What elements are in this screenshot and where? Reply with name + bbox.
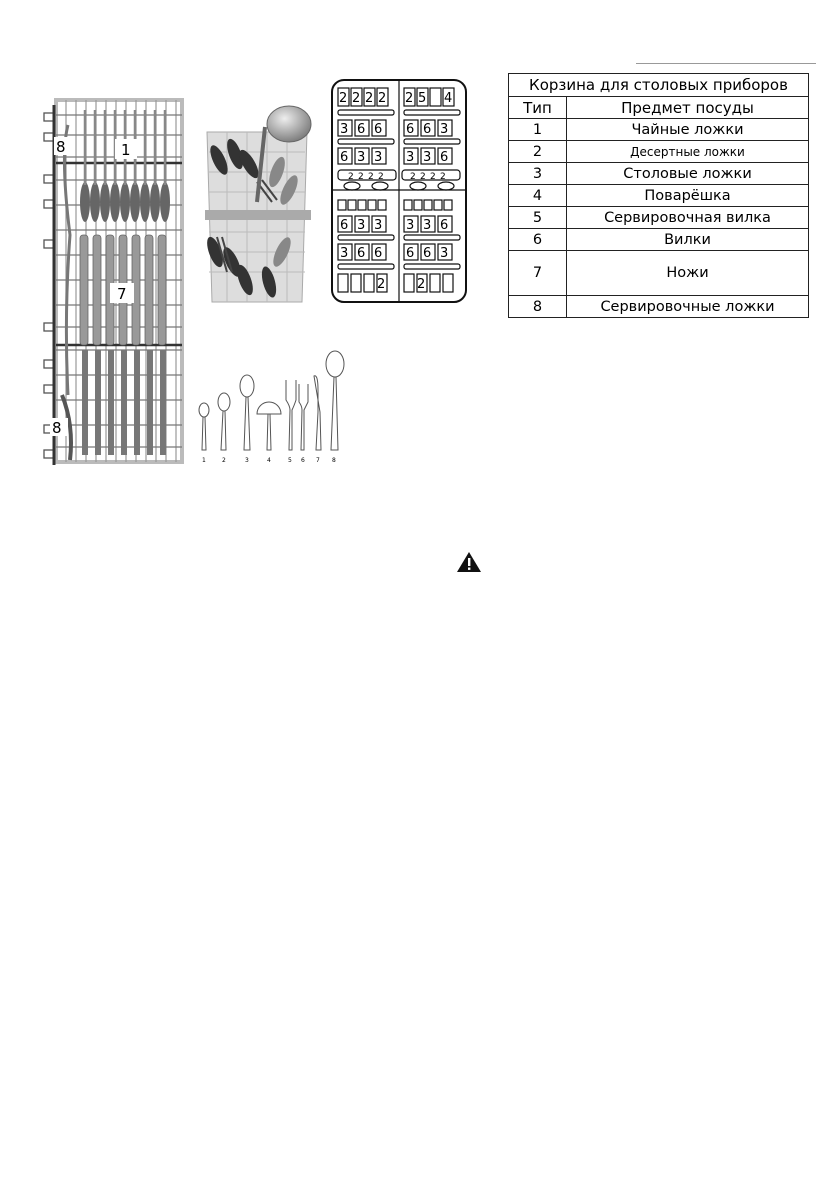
layout-cell: 6	[423, 246, 432, 261]
layout-cell: 2	[378, 172, 384, 182]
layout-cell: 6	[374, 246, 383, 261]
row-type: 7	[509, 251, 567, 296]
layout-cell: 3	[440, 122, 449, 137]
layout-cell: 3	[357, 150, 366, 165]
layout-cell: 5	[418, 91, 427, 106]
row-type: 8	[509, 296, 567, 318]
table-caption: Корзина для столовых приборов	[509, 74, 809, 97]
layout-cell: 2	[440, 172, 446, 182]
row-type: 6	[509, 229, 567, 251]
layout-cell: 6	[357, 122, 366, 137]
row-item: Столовые ложки	[567, 163, 809, 185]
layout-cell: 6	[357, 246, 366, 261]
cutlery-rack-illustration	[40, 95, 190, 467]
row-type: 1	[509, 119, 567, 141]
table-row	[509, 185, 809, 207]
layout-cell: 6	[374, 122, 383, 137]
row-type: 5	[509, 207, 567, 229]
layout-cell: 2	[410, 172, 416, 182]
layout-cell: 3	[423, 218, 432, 233]
rack-label-7: 7	[117, 285, 127, 303]
cutlery-label: 6	[301, 457, 305, 464]
layout-cell: 6	[340, 218, 349, 233]
column-header-item: Предмет посуды	[567, 97, 809, 119]
layout-cell: 6	[406, 246, 415, 261]
layout-cell: 4	[444, 91, 453, 106]
layout-cell: 6	[340, 150, 349, 165]
layout-cell: 3	[440, 246, 449, 261]
row-item: Чайные ложки	[567, 119, 809, 141]
row-type: 4	[509, 185, 567, 207]
table-row	[509, 207, 809, 229]
row-item: Сервировочная вилка	[567, 207, 809, 229]
row-item: Сервировочные ложки	[567, 296, 809, 318]
table-row	[509, 163, 809, 185]
cutlery-label: 7	[316, 457, 320, 464]
row-item: Ножи	[567, 251, 809, 296]
column-header-type: Тип	[509, 97, 567, 119]
table-row	[509, 141, 809, 163]
cutlery-label: 4	[267, 457, 271, 464]
layout-cell: 6	[440, 150, 449, 165]
table-row	[509, 296, 809, 318]
layout-cell: 2	[358, 172, 364, 182]
layout-cell: 2	[417, 277, 426, 292]
cutlery-types-illustration	[195, 350, 345, 466]
layout-cell: 2	[339, 91, 348, 106]
layout-cell: 6	[406, 122, 415, 137]
table-row	[509, 251, 809, 296]
table-row	[509, 229, 809, 251]
rack-label-1: 1	[121, 141, 131, 159]
layout-cell: 3	[374, 218, 383, 233]
rack-label-8-bottom: 8	[52, 419, 62, 437]
cutlery-label: 5	[288, 457, 292, 464]
cutlery-label: 1	[202, 457, 206, 464]
row-type: 2	[509, 141, 567, 163]
layout-cell: 2	[430, 172, 436, 182]
rack-label-8-top: 8	[56, 138, 66, 156]
header-rule	[636, 63, 816, 64]
layout-cell: 3	[340, 122, 349, 137]
row-type: 3	[509, 163, 567, 185]
basket-top-view-layout	[330, 78, 470, 306]
layout-cell: 3	[357, 218, 366, 233]
layout-cell: 3	[406, 150, 415, 165]
layout-cell: 6	[440, 218, 449, 233]
layout-cell: 2	[365, 91, 374, 106]
layout-cell: 3	[340, 246, 349, 261]
cutlery-label: 3	[245, 457, 249, 464]
row-item: Десертные ложки	[567, 141, 809, 163]
layout-cell: 2	[348, 172, 354, 182]
layout-cell: 2	[420, 172, 426, 182]
row-item: Вилки	[567, 229, 809, 251]
table-row	[509, 119, 809, 141]
warning-icon	[456, 551, 482, 573]
layout-cell: 3	[406, 218, 415, 233]
layout-cell: 3	[423, 150, 432, 165]
layout-cell: 6	[423, 122, 432, 137]
cutlery-label: 2	[222, 457, 226, 464]
layout-cell: 2	[405, 91, 414, 106]
cutlery-label: 8	[332, 457, 336, 464]
row-item: Поварёшка	[567, 185, 809, 207]
layout-cell: 2	[378, 91, 387, 106]
layout-cell: 3	[374, 150, 383, 165]
cutlery-legend-table	[508, 73, 809, 318]
cutlery-basket-illustration	[197, 102, 317, 310]
layout-cell: 2	[368, 172, 374, 182]
layout-cell: 2	[377, 277, 386, 292]
layout-cell: 2	[352, 91, 361, 106]
